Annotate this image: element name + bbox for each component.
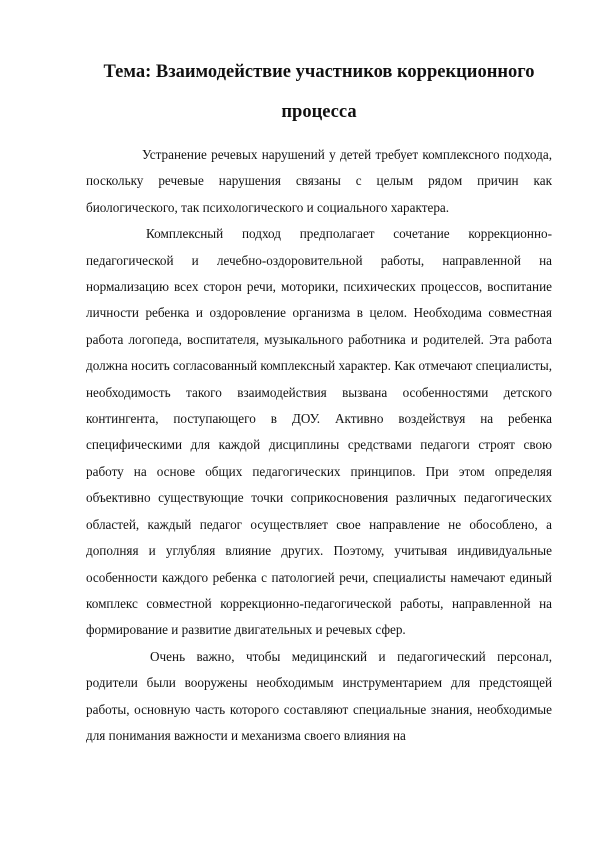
paragraph-1: Устранение речевых нарушений у детей требует комплексного подхода, поскольку речевые нарушения связаны с целым рядом причин как биологического, так психологического и социального характера.	[86, 147, 552, 215]
paragraph-2: Комплексный подход предполагает сочетание коррекционно-педагогической и лечебно-оздоровительной работы, направленной на нормализацию всех сторон речи, моторики, психических процессов, воспитание личности ребенка и оздоровление организма в целом. Необходима совместная работа логопеда, воспитателя, музыкального работника и родителей. Эта работа должна носить согласованный комплексный характер. Как отмечают специалисты, необходимость такого взаимодействия вызвана особенностями детского контингента, поступающего в ДОУ. Активно воздействуя на ребенка специфическими для каждой дисциплины средствами педагоги строят свою работу на основе общих педагогических принципов. При этом определяя объективно существующие точки соприкосновения различных педагогических областей, каждый педагог осуществляет свое направление не обособлено, а дополняя и углубляя влияние других. Поэтому, учитывая индивидуальные особенности каждого ребенка с патологией речи, специалисты намечают единый комплекс совместной коррекционно-педагогической работы, направленной на формирование и развитие двигательных и речевых сфер.	[86, 226, 552, 638]
document-title: Тема: Взаимодействие участников коррекционного процесса	[103, 62, 535, 122]
paragraph-3: Очень важно, чтобы медицинский и педагогический персонал, родители были вооружены необходимым инструментарием для предстоящей работы, основную часть которого составляют специальные знания, необходимые для понимания важности и механизма своего влияния на	[86, 648, 552, 743]
